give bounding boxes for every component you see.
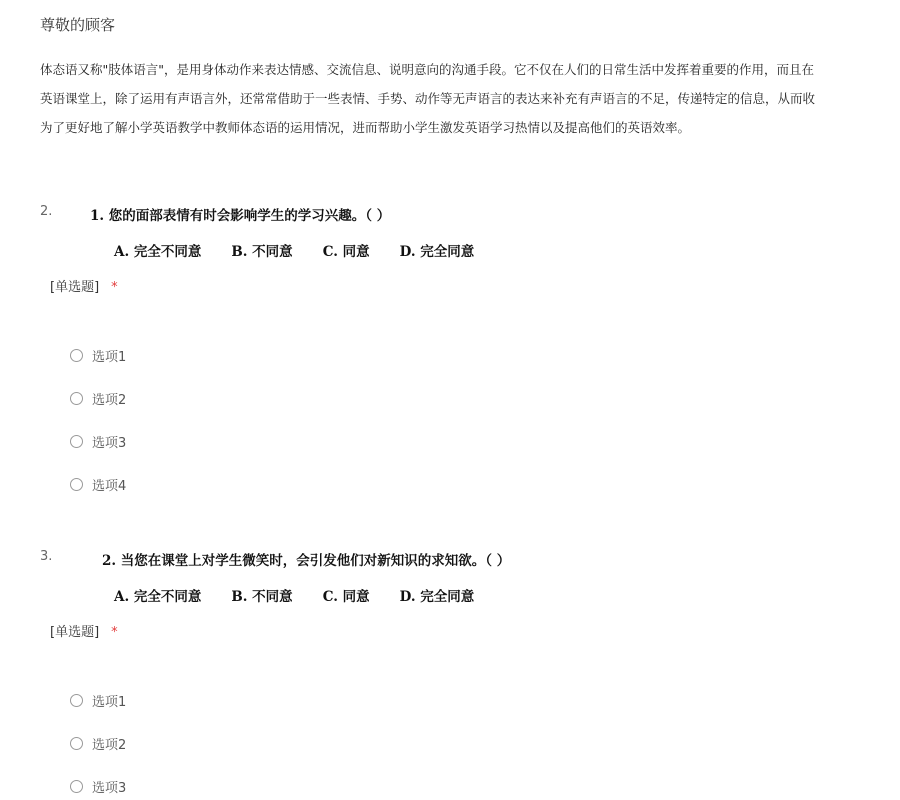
option-label[interactable]: 选项2 [92,393,127,408]
question-type-label: [单选题] [50,625,100,640]
option-label[interactable]: 选项1 [92,695,127,710]
choice-label: A. 完全不同意 [114,244,202,260]
radio-button[interactable] [70,478,83,491]
option-label[interactable]: 选项1 [92,350,127,365]
question-choice-scale [114,240,504,260]
option-label[interactable]: 选项2 [92,738,127,753]
required-marker: * [111,280,118,295]
option-label[interactable]: 选项4 [92,479,127,494]
radio-option[interactable] [70,734,126,753]
question-number: 2. [40,204,53,219]
question-type [50,621,118,640]
choice-label: C. 同意 [322,589,370,605]
intro-line: 英语课堂上，除了运用有声语言外，还常常借助于一些表情、手势、动作等无声语言的表达来补充有声语言的不足，传递特定的信息，从而收 [40,91,816,106]
choice-label: D. 完全同意 [399,589,475,605]
choice-label: A. 完全不同意 [114,589,202,605]
radio-option[interactable] [70,777,126,796]
choice-label: B. 不同意 [231,589,293,605]
choice-label: C. 同意 [322,244,370,260]
radio-option[interactable] [70,346,126,365]
choice-label: D. 完全同意 [399,244,475,260]
radio-option[interactable] [70,432,126,451]
question-title: 1. 您的面部表情有时会影响学生的学习兴趣。（ ） [90,208,391,224]
question-choice-scale [114,585,504,605]
radio-option[interactable] [70,691,126,710]
radio-button[interactable] [70,737,83,750]
question-title: 2. 当您在课堂上对学生微笑时，会引发他们对新知识的求知欲。（ ） [102,553,511,569]
radio-button[interactable] [70,349,83,362]
required-marker: * [111,625,118,640]
option-label[interactable]: 选项3 [92,781,127,796]
radio-button[interactable] [70,780,83,793]
question-type-label: [单选题] [50,280,100,295]
option-label[interactable]: 选项3 [92,436,127,451]
question-number: 3. [40,549,53,564]
choice-label: B. 不同意 [231,244,293,260]
radio-button[interactable] [70,694,83,707]
intro-line: 体态语又称"肢体语言"，是用身体动作来表达情感、交流信息、说明意向的沟通手段。它不仅在人们的日常生活中发挥着重要的作用，而且在 [40,62,815,77]
survey-intro [40,55,900,142]
radio-option[interactable] [70,475,126,494]
intro-line: 为了更好地了解小学英语教学中教师体态语的运用情况，进而帮助小学生激发英语学习热情以及提高他们的英语效率。 [40,120,691,135]
radio-button[interactable] [70,392,83,405]
radio-button[interactable] [70,435,83,448]
radio-option[interactable] [70,389,126,408]
question-type [50,276,118,295]
survey-greeting: 尊敬的顾客 [40,16,116,34]
